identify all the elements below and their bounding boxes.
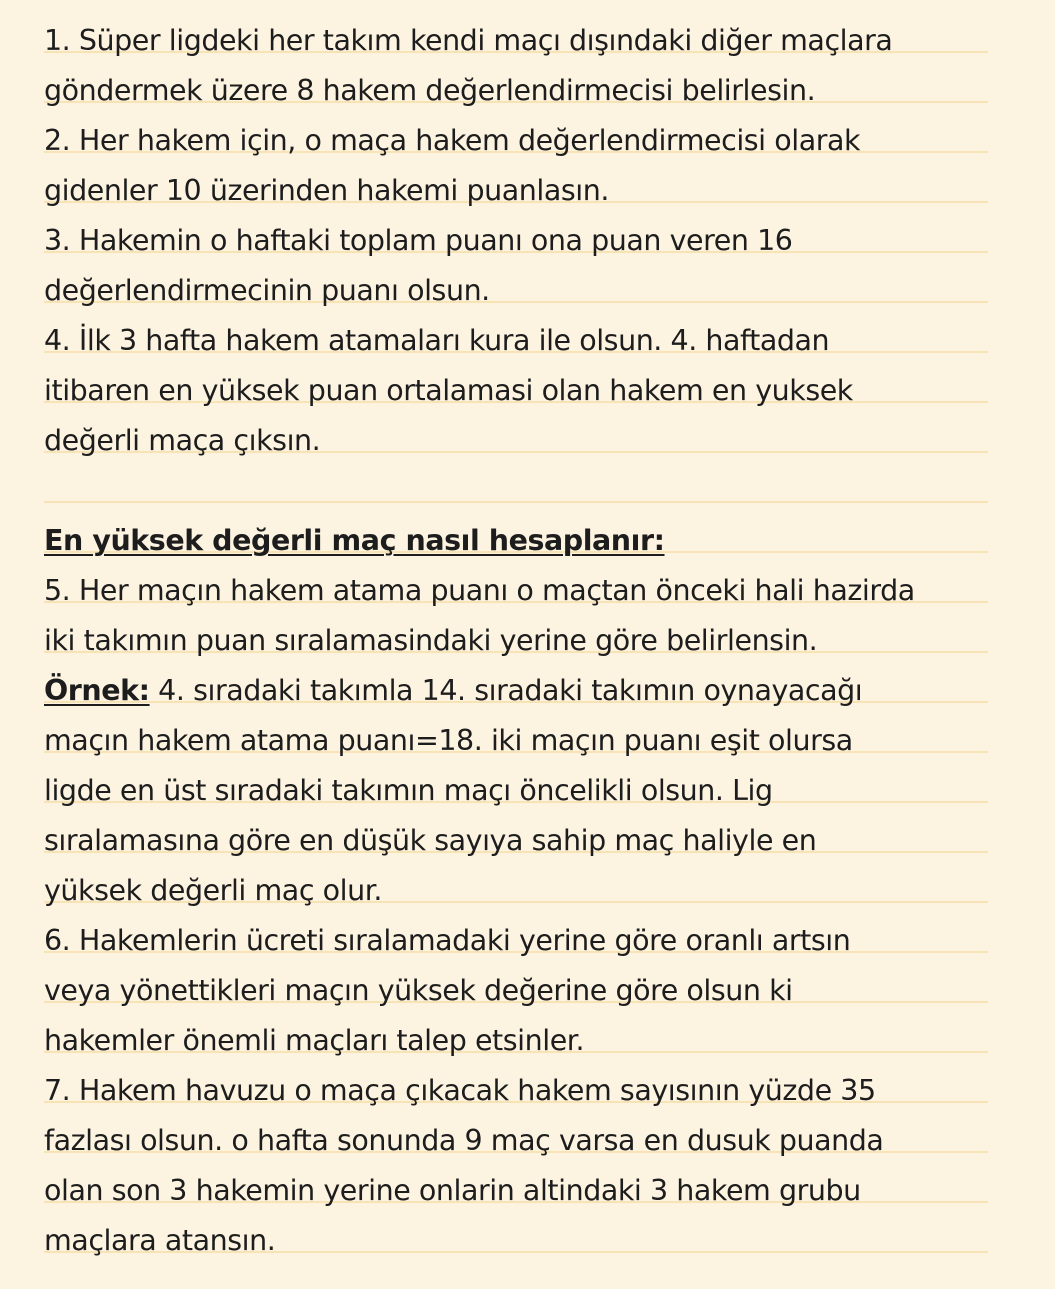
blank-line <box>44 466 1055 516</box>
text-line: gidenler 10 üzerinden hakemi puanlasın. <box>44 174 609 207</box>
text-line: göndermek üzere 8 hakem değerlendirmecisi belirlesin. <box>44 74 816 107</box>
text-line: değerli maça çıksın. <box>44 424 321 457</box>
text-line: 5. Her maçın hakem atama puanı o maçtan önceki hali hazirda <box>44 574 915 607</box>
text-line: 1. Süper ligdeki her takım kendi maçı dışındaki diğer maçlara <box>44 24 893 57</box>
text-line: 4. İlk 3 hafta hakem atamaları kura ile olsun. 4. haftadan <box>44 324 830 357</box>
example-line <box>44 666 1055 716</box>
text-line: itibaren en yüksek puan ortalamasi olan hakem en yuksek <box>44 374 853 407</box>
text-line: 3. Hakemin o haftaki toplam puanı ona puan veren 16 <box>44 224 793 257</box>
text-line: iki takımın puan sıralamasindaki yerine göre belirlensin. <box>44 624 818 657</box>
text-line: sıralamasına göre en düşük sayıya sahip maç haliyle en <box>44 824 817 857</box>
text-line: 6. Hakemlerin ücreti sıralamadaki yerine göre oranlı artsın <box>44 924 851 957</box>
text-line: ligde en üst sıradaki takımın maçı öncelikli olsun. Lig <box>44 774 773 807</box>
text-line: olan son 3 hakemin yerine onlarin altindaki 3 hakem grubu <box>44 1174 861 1207</box>
text-line: maçın hakem atama puanı=18. iki maçın puanı eşit olursa <box>44 724 853 757</box>
text-line: yüksek değerli maç olur. <box>44 874 382 907</box>
text-line: veya yönettikleri maçın yüksek değerine göre olsun ki <box>44 974 793 1007</box>
text-line: fazlası olsun. o hafta sonunda 9 maç varsa en dusuk puanda <box>44 1124 884 1157</box>
text-line: hakemler önemli maçları talep etsinler. <box>44 1024 585 1057</box>
section-heading: En yüksek değerli maç nasıl hesaplanır: <box>44 524 665 557</box>
example-label: Örnek: <box>44 674 150 707</box>
text-line: 2. Her hakem için, o maça hakem değerlendirmecisi olarak <box>44 124 861 157</box>
text-line: 7. Hakem havuzu o maça çıkacak hakem sayısının yüzde 35 <box>44 1074 876 1107</box>
text-line: maçlara atansın. <box>44 1224 276 1257</box>
example-text: 4. sıradaki takımla 14. sıradaki takımın oynayacağı <box>158 674 863 707</box>
text-line: değerlendirmecinin puanı olsun. <box>44 274 490 307</box>
